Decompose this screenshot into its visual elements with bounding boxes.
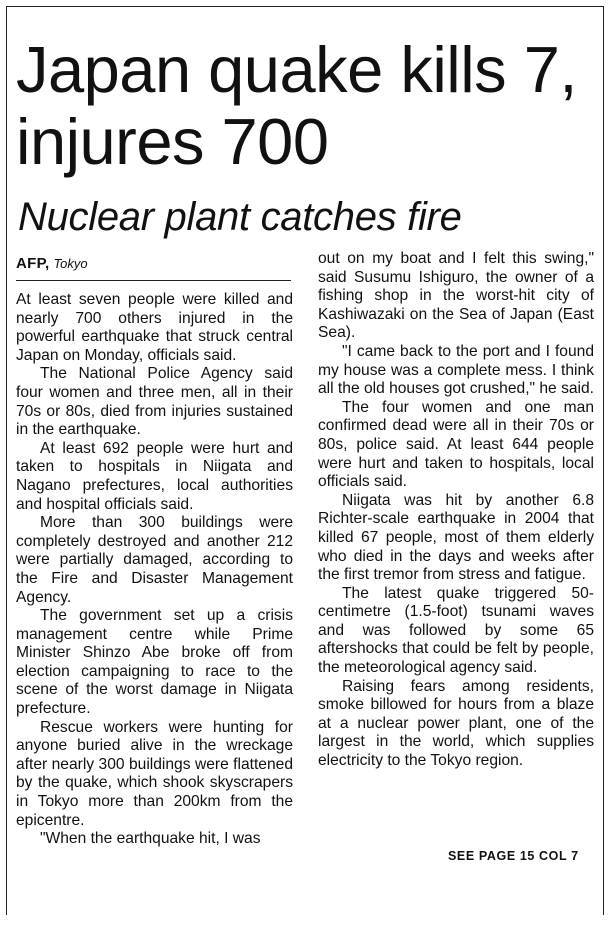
paragraph: Rescue workers were hunting for anyone buried alive in the wreckage after nearly 300 buildings were flattened by the quake, which shook skyscrapers in Tokyo more than 200km from the epicentre. [16, 718, 293, 829]
paragraph: The four women and one man confirmed dead were all in their 70s or 80s, police said. At least 644 people were hurt and taken to hospitals, local officials said. [318, 398, 594, 491]
headline-line-1: Japan quake kills 7, [16, 33, 577, 106]
paragraph: Raising fears among residents, smoke billowed for hours from a blaze at a nuclear power plant, one of the largest in the world, which supplies electricity to the Tokyo region. [318, 677, 594, 770]
paragraph: At least seven people were killed and nearly 700 others injured in the powerful earthquake that struck central Japan on Monday, officials said. [16, 291, 293, 364]
paragraph: At least 692 people were hurt and taken to hospitals in Niigata and Nagano prefectures, local authorities and hospital officials said. [16, 439, 293, 513]
right-border-rule [603, 6, 604, 915]
left-border-rule [6, 6, 7, 915]
continuation-jump-line: SEE PAGE 15 COL 7 [448, 849, 579, 863]
headline [16, 34, 601, 178]
article-column-left [16, 291, 293, 849]
byline-agency: AFP, [16, 255, 50, 272]
subheadline: Nuclear plant catches fire [18, 195, 462, 239]
top-border-rule [6, 6, 604, 7]
headline-line-2: injures 700 [16, 105, 329, 178]
paragraph: out on my boat and I felt this swing," said Susumu Ishiguro, the owner of a fishing shop in the worst-hit city of Kashiwazaki on the Sea of Japan (East Sea). [318, 250, 594, 342]
article-column-right [318, 250, 594, 771]
paragraph: "I came back to the port and I found my house was a complete mess. I think all the old houses got crushed," he said. [318, 342, 595, 398]
paragraph: More than 300 buildings were completely destroyed and another 212 were partially damaged, according to the Fire and Disaster Management Agency. [16, 514, 293, 606]
paragraph: The government set up a crisis management centre while Prime Minister Shinzo Abe broke off from election campaigning to race to the scene of the worst damage in Niigata prefecture. [16, 607, 293, 718]
paragraph: The National Police Agency said four women and three men, all in their 70s or 80s, died from injuries sustained in the earthquake. [16, 365, 293, 439]
paragraph: The latest quake triggered 50-centimetre (1.5-foot) tsunami waves and was followed by some 65 aftershocks that could be felt by people, the meteorological agency said. [318, 584, 594, 677]
byline [16, 254, 291, 281]
byline-place: Tokyo [53, 256, 88, 271]
paragraph: Niigata was hit by another 6.8 Richter-scale earthquake in 2004 that killed 67 people, most of them elderly who died in the days and weeks after the first tremor from stress and fatigue. [318, 491, 594, 584]
paragraph: "When the earthquake hit, I was [40, 830, 261, 848]
